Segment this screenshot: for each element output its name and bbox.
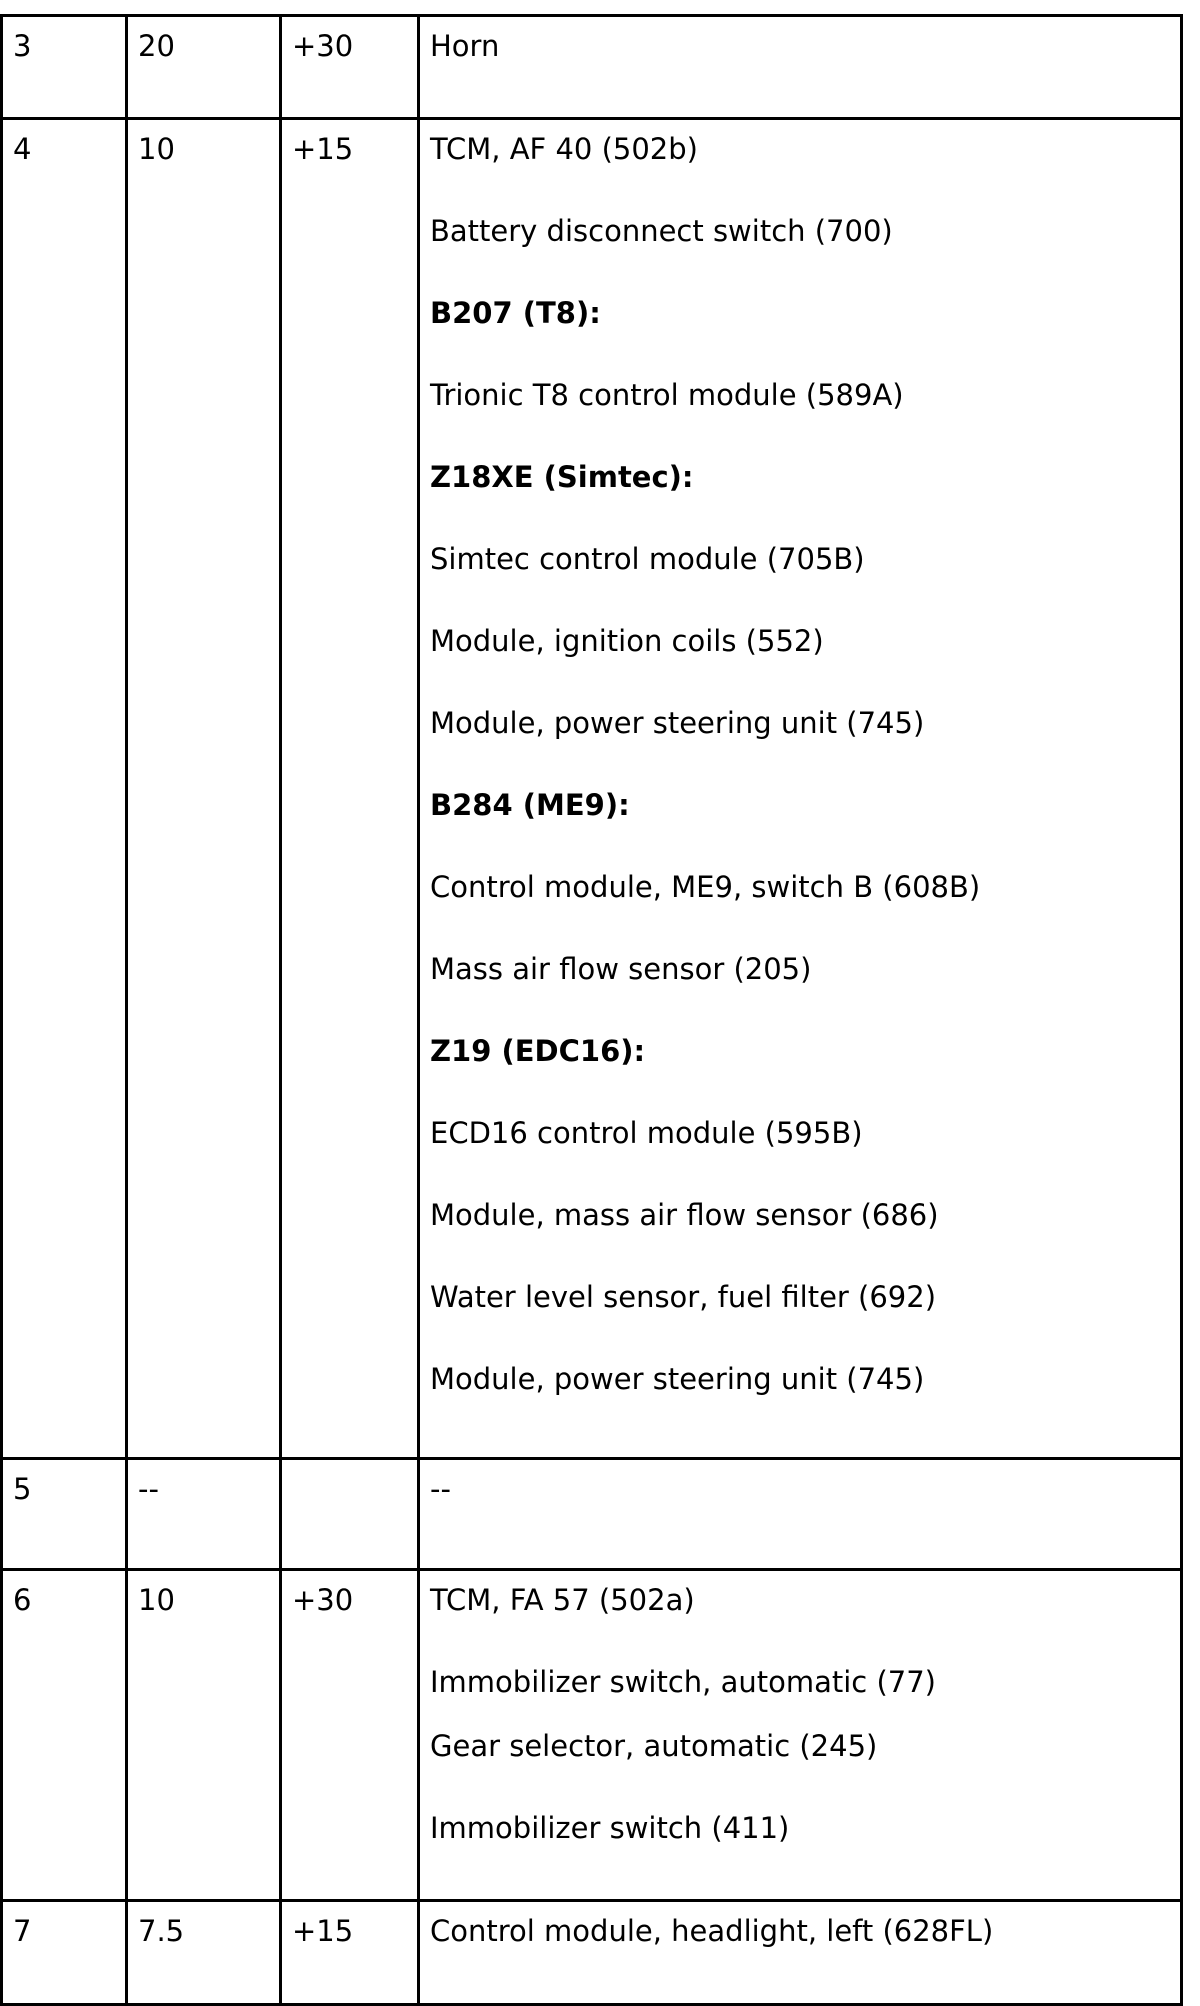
consumers-cell xyxy=(419,1459,1182,1570)
supply-cell: +30 xyxy=(281,1570,419,1901)
supply-cell: +15 xyxy=(281,1901,419,2005)
consumer-line: Simtec control module (705B) xyxy=(430,542,865,576)
consumer-line: Module, mass air flow sensor (686) xyxy=(430,1198,939,1232)
consumers-cell xyxy=(419,1901,1182,2005)
consumer-line: Mass air flow sensor (205) xyxy=(430,952,812,986)
fuse-number-cell: 3 xyxy=(2,16,127,119)
supply-cell: +15 xyxy=(281,119,419,1459)
consumer-line: -- xyxy=(430,1472,451,1506)
consumer-line: Horn xyxy=(430,29,500,63)
supply-cell xyxy=(281,1459,419,1570)
consumer-line: Module, ignition coils (552) xyxy=(430,624,824,658)
consumer-line: TCM, FA 57 (502a) xyxy=(430,1583,695,1617)
amperage-cell: -- xyxy=(127,1459,281,1570)
table-row xyxy=(2,16,1182,119)
consumer-line: ECD16 control module (595B) xyxy=(430,1116,863,1150)
engine-variant-heading: B284 (ME9): xyxy=(430,788,630,822)
consumer-line: Immobilizer switch (411) xyxy=(430,1811,790,1845)
amperage-cell: 7.5 xyxy=(127,1901,281,2005)
engine-variant-heading: B207 (T8): xyxy=(430,296,601,330)
consumer-line: Module, power steering unit (745) xyxy=(430,1362,925,1396)
consumer-line: Trionic T8 control module (589A) xyxy=(430,378,904,412)
engine-variant-heading: Z18XE (Simtec): xyxy=(430,460,694,494)
fuse-number-cell: 7 xyxy=(2,1901,127,2005)
consumers-cell xyxy=(419,1570,1182,1901)
table-row xyxy=(2,119,1182,1459)
supply-cell: +30 xyxy=(281,16,419,119)
consumer-line: Control module, headlight, left (628FL) xyxy=(430,1914,994,1948)
fuse-number-cell: 6 xyxy=(2,1570,127,1901)
consumer-line: Battery disconnect switch (700) xyxy=(430,214,893,248)
consumers-cell xyxy=(419,16,1182,119)
consumer-line: Gear selector, automatic (245) xyxy=(430,1729,878,1763)
fuse-table xyxy=(0,14,1183,2006)
table-row xyxy=(2,1459,1182,1570)
engine-variant-heading: Z19 (EDC16): xyxy=(430,1034,646,1068)
consumer-line: Immobilizer switch, automatic (77) xyxy=(430,1665,936,1699)
amperage-cell: 10 xyxy=(127,119,281,1459)
amperage-cell: 10 xyxy=(127,1570,281,1901)
fuse-table-body xyxy=(2,16,1182,2005)
consumer-line: Module, power steering unit (745) xyxy=(430,706,925,740)
consumer-line: TCM, AF 40 (502b) xyxy=(430,132,698,166)
amperage-cell: 20 xyxy=(127,16,281,119)
fuse-number-cell: 5 xyxy=(2,1459,127,1570)
consumer-line: Water level sensor, fuel filter (692) xyxy=(430,1280,937,1314)
consumer-line: Control module, ME9, switch B (608B) xyxy=(430,870,981,904)
table-row xyxy=(2,1901,1182,2005)
table-row xyxy=(2,1570,1182,1901)
consumers-cell xyxy=(419,119,1182,1459)
fuse-number-cell: 4 xyxy=(2,119,127,1459)
